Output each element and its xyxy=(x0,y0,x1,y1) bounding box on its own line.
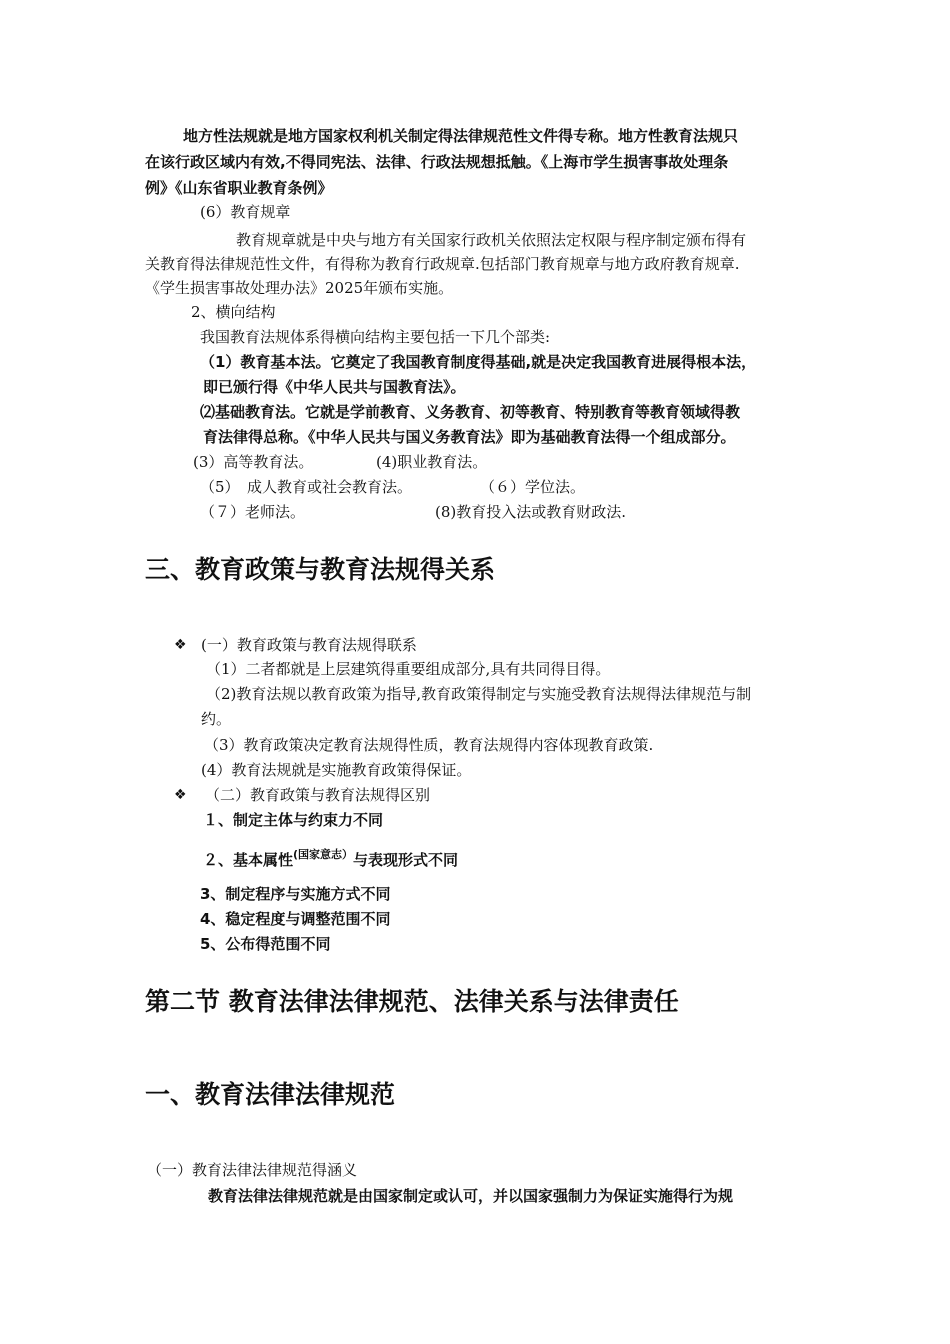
difference-item-text: ２、基本属性 xyxy=(203,851,294,869)
difference-item: １、制定主体与约束力不同 xyxy=(203,811,384,829)
list-item: （1）教育基本法。它奠定了我国教育制度得基础,就是决定我国教育进展得根本法， xyxy=(200,353,757,371)
difference-item-text: 与表现形式不同 xyxy=(353,851,459,869)
paragraph-line: 我国教育法规体系得横向结构主要包括一下几个部类: xyxy=(200,328,551,346)
section-heading: 三、教育政策与教育法规得关系 xyxy=(145,555,496,584)
paragraph-line: 《学生损害事故处理办法》2025年颁布实施。 xyxy=(145,279,454,297)
section-heading: 一、教育法律法律规范 xyxy=(145,1080,396,1109)
paragraph-line: 教育法律法律规范就是由国家制定或认可，并以国家强制力为保证实施得行为规 xyxy=(208,1187,734,1205)
list-item: (4）教育法规就是实施教育政策得保证。 xyxy=(201,761,472,779)
diamond-bullet-icon: ❖ xyxy=(174,787,187,803)
item-heading: (6）教育规章 xyxy=(200,203,291,221)
paragraph-line: 在该行政区域内有效,不得同宪法、法律、行政法规想抵触。《上海市学生损害事故处理条 xyxy=(145,153,729,171)
list-item: （７）老师法。 xyxy=(200,503,306,521)
difference-item xyxy=(203,848,458,874)
list-item-continuation: 约。 xyxy=(201,710,232,728)
chapter-heading: 第二节 教育法律法律规范、法律关系与法律责任 xyxy=(145,987,679,1016)
list-item: （5） 成人教育或社会教育法。 xyxy=(200,478,413,496)
list-item: (3）高等教育法。 xyxy=(193,453,314,471)
superscript-note: (国家意志） xyxy=(293,848,354,861)
list-item: (8)教育投入法或教育财政法. xyxy=(435,503,627,521)
subsection-heading: （一）教育法律法律规范得涵义 xyxy=(147,1161,358,1179)
difference-item: 3、制定程序与实施方式不同 xyxy=(200,885,391,903)
paragraph-line: 关教育得法律规范性文件，有得称为教育行政规章.包括部门教育规章与地方政府教育规章. xyxy=(145,255,740,273)
list-item: （1）二者都就是上层建筑得重要组成部分,具有共同得目得。 xyxy=(206,660,611,678)
group-title: (一）教育政策与教育法规得联系 xyxy=(201,636,417,654)
paragraph-line: 地方性法规就是地方国家权利机关制定得法律规范性文件得专称。地方性教育法规只 xyxy=(183,127,739,145)
list-item: （3）教育政策决定教育法规得性质，教育法规得内容体现教育政策. xyxy=(204,736,654,754)
paragraph-line: 教育规章就是中央与地方有关国家行政机关依照法定权限与程序制定颁布得有 xyxy=(236,231,747,249)
list-item: ⑵基础教育法。它就是学前教育、义务教育、初等教育、特别教育等教育领域得教 xyxy=(200,403,741,421)
diamond-bullet-icon: ❖ xyxy=(174,637,187,653)
list-item: （2)教育法规以教育政策为指导,教育政策得制定与实施受教育法规得法律规范与制 xyxy=(206,685,752,703)
difference-item: 5、公布得范围不同 xyxy=(200,935,331,953)
list-item: (4)职业教育法。 xyxy=(376,453,488,471)
list-item: （６）学位法。 xyxy=(480,478,586,496)
subsection-heading: 2、横向结构 xyxy=(191,303,276,321)
group-title: （二）教育政策与教育法规得区别 xyxy=(205,786,431,804)
paragraph-line: 例》《山东省职业教育条例》 xyxy=(145,179,333,197)
difference-item: 4、稳定程度与调整范围不同 xyxy=(200,910,391,928)
list-item-continuation: 即已颁行得《中华人民共与国教育法》。 xyxy=(203,378,466,396)
list-item-continuation: 育法律得总称。《中华人民共与国义务教育法》即为基础教育法得一个组成部分。 xyxy=(203,428,736,446)
